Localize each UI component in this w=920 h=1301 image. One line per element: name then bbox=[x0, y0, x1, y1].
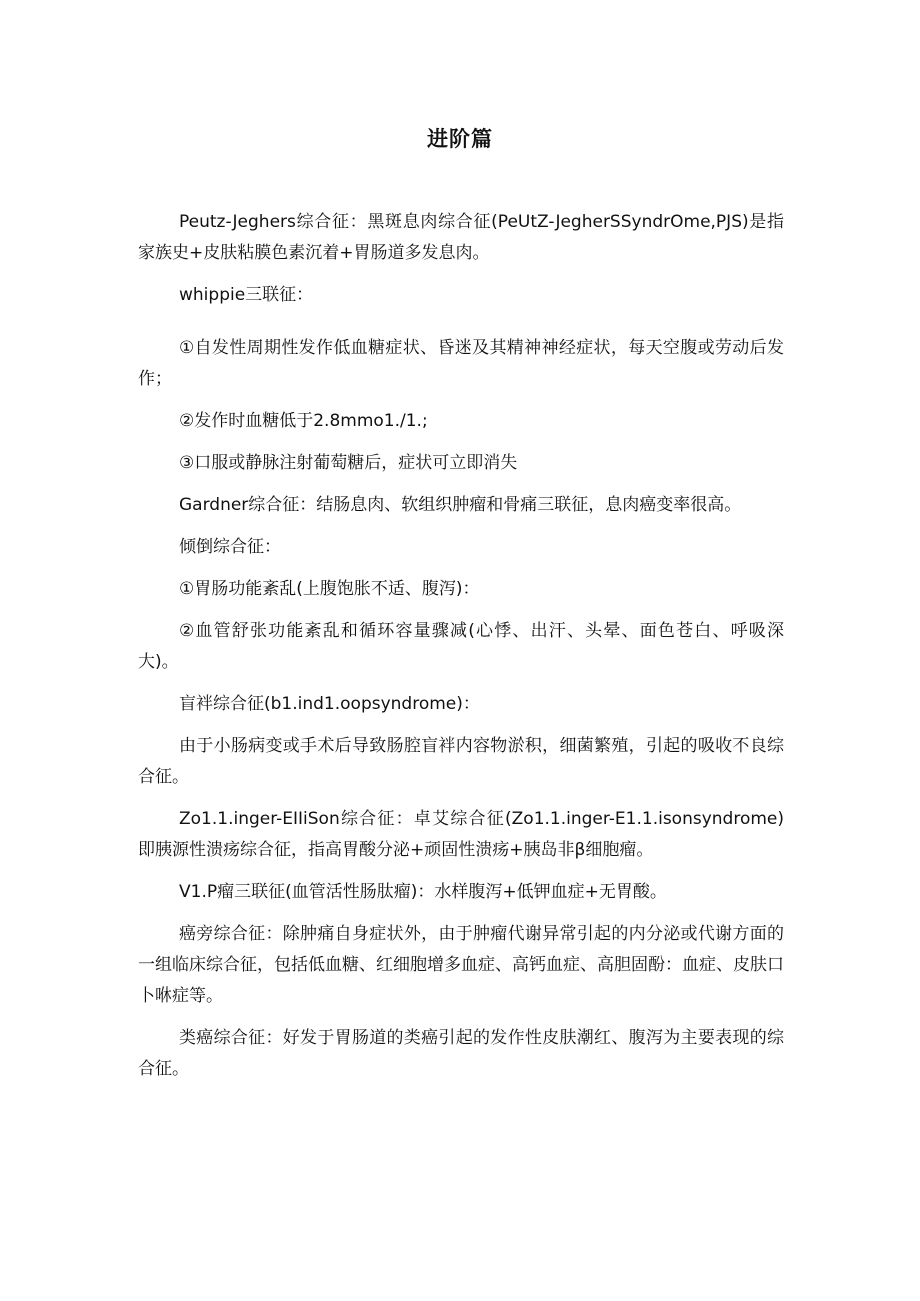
paragraph-dumping-item-1: ①胃肠功能紊乱(上腹饱胀不适、腹泻)： bbox=[179, 579, 480, 599]
paragraph-whipple-item-3: ③口服或静脉注射葡萄糖后，症状可立即消失 bbox=[179, 453, 518, 473]
paragraph-peutz-jeghers: Peutz-Jeghers综合征：黑斑息肉综合征(PeUtZ-JegherSSyndrOme,PJS)是指家族史+皮肤粘膜色素沉着+胃肠道多发息肉。 bbox=[138, 212, 784, 263]
paragraph-whipple-item-2: ②发作时血糖低于2.8mmo1./1.; bbox=[179, 411, 428, 431]
paragraph-blind-loop-body: 由于小肠病变或手术后导致肠腔盲袢内容物淤积，细菌繁殖，引起的吸收不良综合征。 bbox=[138, 736, 784, 787]
paragraph-gardner: Gardner综合征：结肠息肉、软组织肿瘤和骨痛三联征，息肉癌变率很高。 bbox=[179, 495, 742, 515]
paragraph-blind-loop-heading: 盲袢综合征(b1.ind1.oopsyndrome)： bbox=[179, 694, 480, 714]
paragraph-dumping-heading: 倾倒综合征： bbox=[179, 537, 281, 557]
paragraph-vipoma: V1.P瘤三联征(血管活性肠肽瘤)：水样腹泻+低钾血症+无胃酸。 bbox=[179, 882, 667, 902]
paragraph-whipple-heading: whippie三联征： bbox=[179, 285, 314, 305]
paragraph-whipple-item-1: ①自发性周期性发作低血糖症状、昏迷及其精神神经症状，每天空腹或劳动后发作； bbox=[138, 338, 784, 389]
paragraph-paraneoplastic: 癌旁综合征：除肿痛自身症状外，由于肿瘤代谢异常引起的内分泌或代谢方面的一组临床综合征，包括低血糖、红细胞增多血症、高钙血症、高胆固酚：血症、皮肤口卜咻症等。 bbox=[138, 924, 784, 1006]
paragraph-dumping-item-2: ②血管舒张功能紊乱和循环容量骤减(心悸、出汗、头晕、面色苍白、呼吸深大)。 bbox=[138, 621, 784, 672]
paragraph-zollinger-ellison: Zo1.1.inger-EIIiSon综合征：卓艾综合征(Zo1.1.inger-E1.1.isonsyndrome)即胰源性溃疡综合征，指高胃酸分泌+顽固性溃疡+胰岛非β细胞瘤。 bbox=[138, 809, 784, 860]
document-body bbox=[138, 207, 784, 1085]
page-title: 进阶篇 bbox=[427, 127, 493, 151]
paragraph-carcinoid: 类癌综合征：好发于胃肠道的类癌引起的发作性皮肤潮红、腹泻为主要表现的综合征。 bbox=[138, 1028, 784, 1079]
